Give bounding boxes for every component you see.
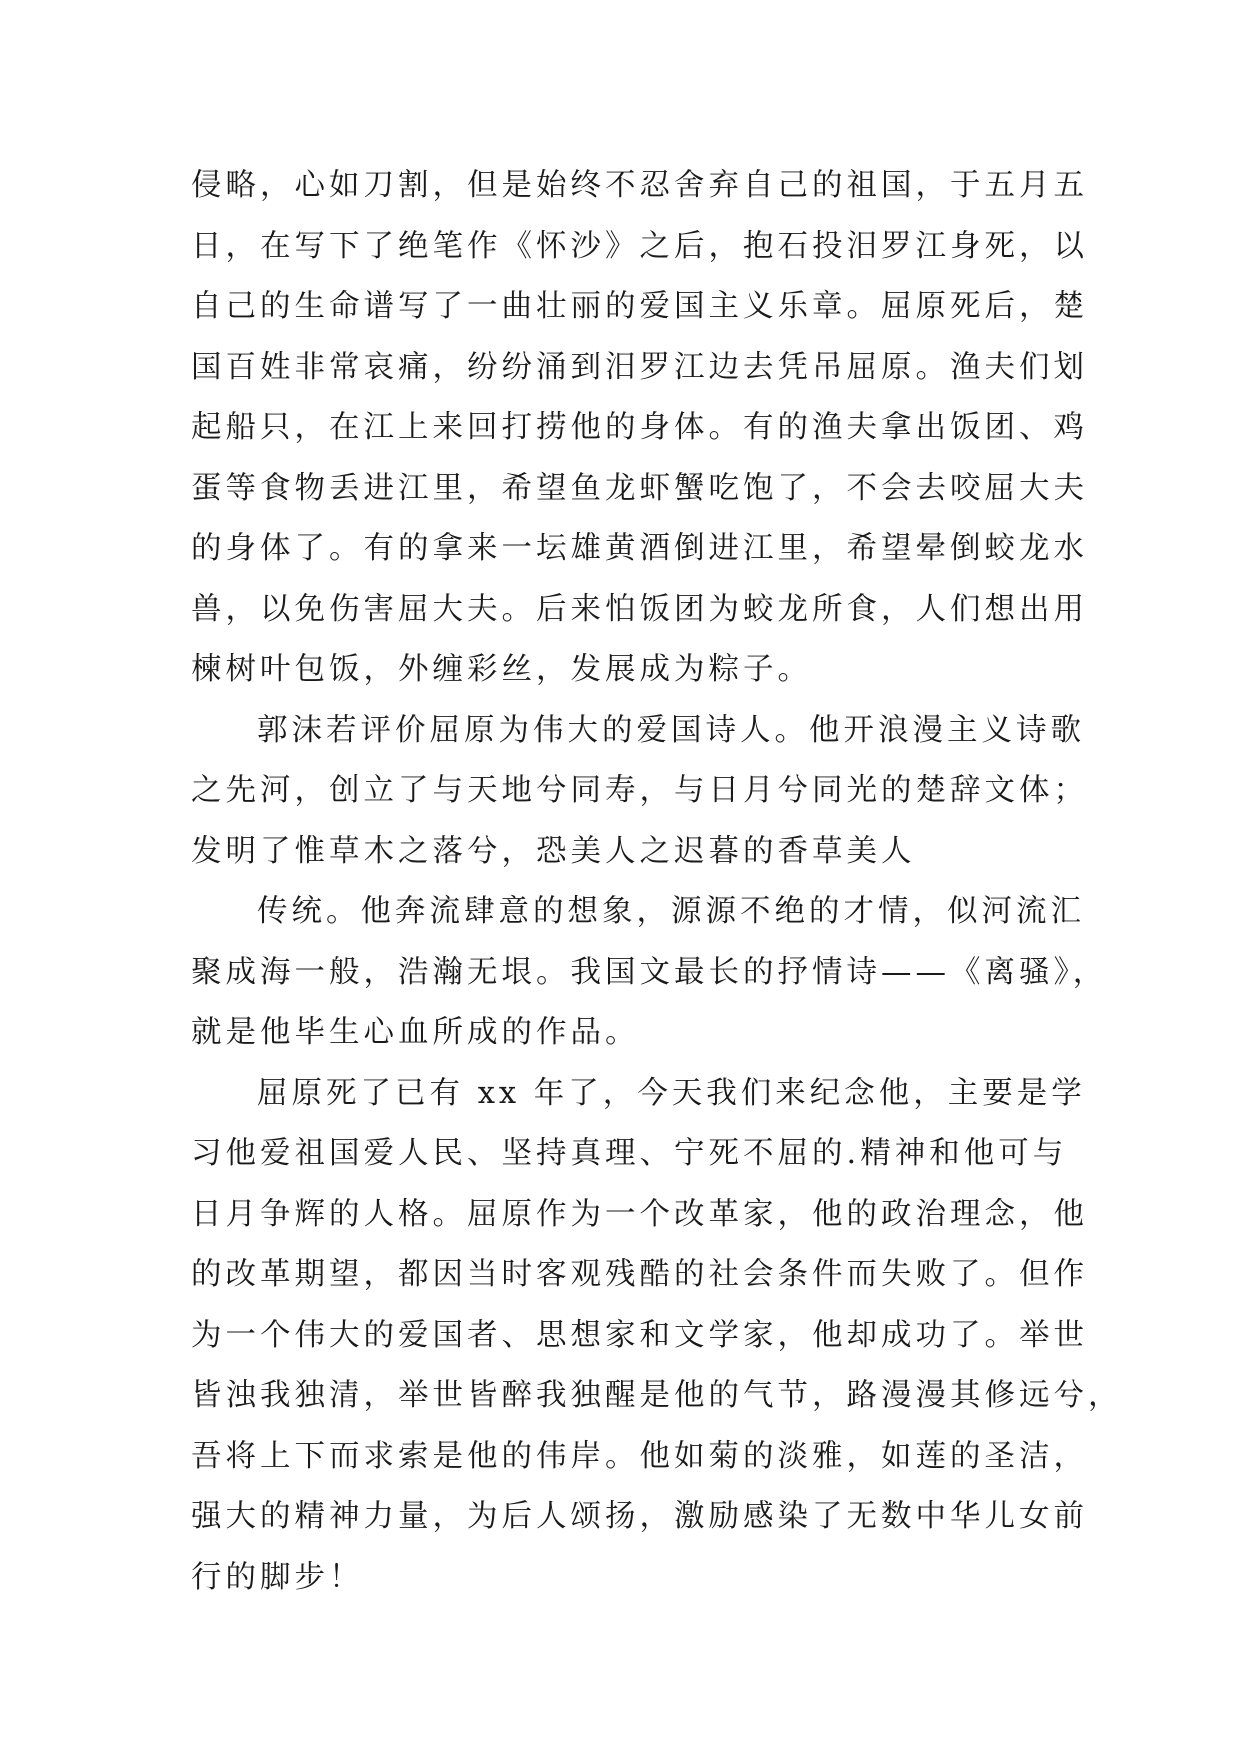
text-line: 聚成海一般，浩瀚无垠。我国文最长的抒情诗——《离骚》， <box>191 954 1108 990</box>
text-line: 郭沫若评价屈原为伟大的爱国诗人。他开浪漫主义诗歌 <box>257 712 1085 748</box>
text-line: 起船只，在江上来回打捞他的身体。有的渔夫拿出饭团、鸡 <box>191 410 1088 445</box>
text-line: 就是他毕生心血所成的作品。 <box>191 1015 640 1050</box>
paragraph <box>191 882 1108 1064</box>
paragraph <box>191 156 1088 701</box>
text-line: 的改革期望，都因当时客观残酷的社会条件而失败了。但作 <box>191 1257 1088 1292</box>
paragraph <box>191 1064 1123 1609</box>
document-body <box>191 156 1123 1608</box>
text-line: 之先河，创立了与天地兮同寿，与日月兮同光的楚辞文体； <box>191 773 1088 808</box>
text-line: 强大的精神力量，为后人颂扬，激励感染了无数中华儿女前 <box>191 1499 1088 1534</box>
text-line: 楝树叶包饭，外缠彩丝，发展成为粽子。 <box>191 652 812 687</box>
text-line: 屈原死了已有 xx 年了，今天我们来纪念他，主要是学 <box>257 1075 1086 1111</box>
text-line: 国百姓非常哀痛，纷纷涌到汨罗江边去凭吊屈原。渔夫们划 <box>191 349 1088 385</box>
text-line: 行的脚步！ <box>191 1559 364 1595</box>
text-line: 发明了惟草木之落兮，恐美人之迟暮的香草美人 <box>191 833 916 869</box>
paragraph <box>191 701 1088 883</box>
text-line: 自己的生命谱写了一曲壮丽的爱国主义乐章。屈原死后，楚 <box>191 289 1088 324</box>
text-line: 日，在写下了绝笔作《怀沙》之后，抱石投汨罗江身死，以 <box>191 228 1088 264</box>
text-line: 侵略，心如刀割，但是始终不忍舍弃自己的祖国，于五月五 <box>191 168 1088 203</box>
text-line: 的身体了。有的拿来一坛雄黄酒倒进江里，希望晕倒蛟龙水 <box>191 531 1088 566</box>
text-line: 吾将上下而求索是他的伟岸。他如菊的淡雅，如莲的圣洁， <box>191 1438 1088 1474</box>
text-line: 习他爱祖国爱人民、坚持真理、宁死不屈的.精神和他可与 <box>191 1136 1068 1171</box>
text-line: 兽，以免伤害屈大夫。后来怕饭团为蛟龙所食，人们想出用 <box>191 591 1088 627</box>
text-line: 传统。他奔流肆意的想象，源源不绝的才情，似河流汇 <box>257 894 1085 929</box>
text-line: 皆浊我独清，举世皆醉我独醒是他的气节，路漫漫其修远兮， <box>191 1378 1123 1413</box>
text-line: 为一个伟大的爱国者、思想家和文学家，他却成功了。举世 <box>191 1317 1088 1353</box>
text-line: 蛋等食物丢进江里，希望鱼龙虾蟹吃饱了，不会去咬屈大夫 <box>191 470 1088 506</box>
text-line: 日月争辉的人格。屈原作为一个改革家，他的政治理念，他 <box>191 1196 1088 1232</box>
